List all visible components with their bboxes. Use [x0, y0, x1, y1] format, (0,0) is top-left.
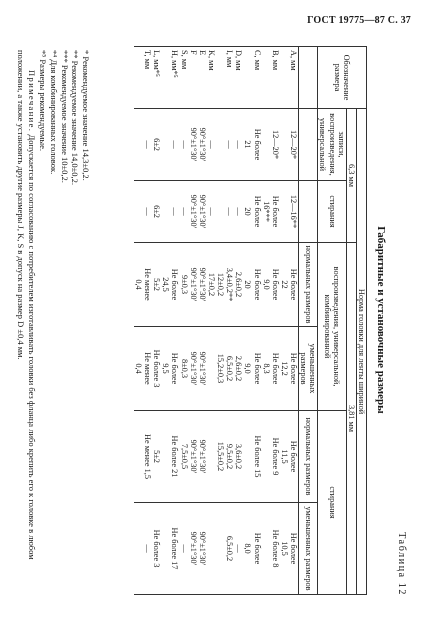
table-cell: 2,6±0,2 — [234, 327, 243, 411]
table-cell: Не более 8,3 — [262, 327, 280, 411]
col-3-81mm: 3,81 мм — [346, 243, 356, 595]
table-row — [262, 47, 280, 595]
row-label: B, мм — [262, 47, 280, 109]
table-cell: — — [216, 109, 234, 181]
table-cell: — — [180, 109, 189, 181]
rotated-table-block — [9, 40, 409, 600]
col-normal: нормальных размеров — [299, 243, 318, 327]
table-cell: — — [234, 181, 243, 243]
table-cell: 5±2 — [152, 411, 161, 503]
table-cell: Не более 10,5 — [280, 503, 299, 595]
row-label: H, мм*⁵ — [161, 47, 179, 109]
table-cell: Не более 3 — [152, 327, 161, 411]
table-cell: Не более 8 — [262, 503, 280, 595]
table-row — [207, 47, 216, 595]
footnote: * Рекомендуемое значение 14,3±0,2. — [81, 50, 91, 181]
table-cell: Не более 21 — [243, 109, 261, 181]
table-cell: — — [134, 503, 152, 595]
col-norms: Норма головки для ленты шириной — [356, 109, 366, 595]
row-label: I, мм — [216, 47, 234, 109]
table-cell: 6±2 — [152, 109, 161, 181]
col-blank-2 — [299, 109, 318, 181]
table-cell: 90°±1°30′ — [198, 243, 207, 327]
col-normal-2: нормальных размеров — [299, 411, 318, 503]
col-reduced: уменьшенных размеров — [299, 327, 318, 411]
note-text: Допускается по согласованию с потребителем изготавливать головки без фланца либо крепить его к головке в любом положении, а также установить другие размеры J, K, S в допуск на размер D ±0,4 мм. — [15, 50, 37, 560]
table-cell: — — [207, 109, 216, 181]
table-cell: — — [234, 503, 243, 595]
dimensions-table — [134, 46, 367, 595]
table-cell: 6,5±0,2 — [216, 503, 234, 595]
row-label: E — [198, 47, 207, 109]
col-erase-381: стирания — [318, 411, 346, 595]
footnote: *⁴ Для комбинированных головок. — [49, 50, 60, 175]
table-cell: — — [216, 181, 234, 243]
table-cell: 8±0,3 — [180, 327, 189, 411]
row-label: S, мм — [180, 47, 189, 109]
table-cell: Не более 9,0 — [243, 327, 261, 411]
table-cell — [207, 327, 216, 411]
table-cell: — — [180, 503, 189, 595]
footnotes — [38, 50, 91, 590]
table-cell: 9±0,3 — [180, 243, 189, 327]
table-cell: 9,5±0,2 15,5±0,2 — [216, 411, 234, 503]
table-cell: Не более 17 — [161, 503, 179, 595]
col-erase-63: стирания — [318, 181, 346, 243]
table-row — [134, 47, 152, 595]
table-cell: Не более 22 — [280, 243, 299, 327]
row-label: D, мм — [234, 47, 243, 109]
table-label: Таблица 12 — [396, 532, 407, 596]
col-rec-group — [318, 243, 346, 411]
table-cell: 5±2 — [152, 243, 161, 327]
table-cell: — — [161, 109, 179, 181]
table-cell — [207, 503, 216, 595]
table-cell: — — [161, 181, 179, 243]
table-cell: Не более 11,5 — [280, 411, 299, 503]
table-cell: Не более 3 — [152, 503, 161, 595]
table-cell: 90°±1°30′ — [198, 109, 207, 181]
rec-group-label: воспроизведения, универсальной, комбинированной — [323, 266, 342, 387]
table-cell: 90°±1°30′ — [189, 411, 198, 503]
table-cell: 90°±1°30′ — [189, 503, 198, 595]
table-cell: — — [234, 109, 243, 181]
table-row — [152, 47, 161, 595]
footnote: *⁵ Размеры рекомендуемые. — [38, 50, 49, 152]
table-cell: Не более 15 — [243, 411, 261, 503]
table-cell: 90°±1°30′ — [198, 503, 207, 595]
row-label: L, мм*⁵ — [152, 47, 161, 109]
table-cell: Не более 9,5 — [161, 327, 179, 411]
table-cell: 90°±1°30′ — [198, 411, 207, 503]
table-cell: 17±0,2 — [207, 243, 216, 327]
table-row — [180, 47, 189, 595]
table-cell: 90°±1°30′ — [189, 109, 198, 181]
table-cell: Не более 12,2 — [280, 327, 299, 411]
table-cell: 3,6±0,2 — [234, 411, 243, 503]
row-label: F — [189, 47, 198, 109]
note-lead: Примечание. — [27, 70, 37, 133]
row-label: A, мм — [280, 47, 299, 109]
table-row — [161, 47, 179, 595]
note-paragraph — [15, 50, 37, 590]
table-cell: Не более 20 — [243, 243, 261, 327]
table-cell: 3,4±0,2** 12±0,2 — [216, 243, 234, 327]
table-cell: Не менее 1,5 — [134, 411, 152, 503]
page-header: ГОСТ 19775—87 С. 37 — [307, 15, 411, 26]
table-row — [198, 47, 207, 595]
table-title: Габаритные и установочные размеры — [375, 226, 387, 414]
col-6-3mm: 6,3 мм — [346, 109, 356, 243]
table-row — [280, 47, 299, 595]
table-cell: 2,6±0,2 — [234, 243, 243, 327]
table-row — [234, 47, 243, 595]
table-cell: 7,5±0,5 — [180, 411, 189, 503]
table-row — [216, 47, 234, 595]
table-cell: 6±2 — [152, 181, 161, 243]
table-cell: Не более 9 — [262, 411, 280, 503]
row-label: C, мм — [243, 47, 261, 109]
table-cell: Не более 21 — [161, 411, 179, 503]
table-cell: Не более 16*** — [262, 181, 280, 243]
footnote: ** Рекомендуемое значение 14,0±0,2. — [70, 50, 81, 186]
col-reduced-2: уменьшенных размеров — [299, 503, 318, 595]
table-cell: Не более 9,0 — [262, 243, 280, 327]
table-cell — [207, 411, 216, 503]
table-cell: Не менее 0,4 — [134, 327, 152, 411]
table-cell: — — [134, 109, 152, 181]
table-cell: 12—16** — [280, 181, 299, 243]
table-cell: 90°±1°30′ — [198, 327, 207, 411]
table-cell: Не более 8,0 — [243, 503, 261, 595]
table-row — [243, 47, 261, 595]
row-label: T, мм — [134, 47, 152, 109]
table-cell: 12—20* — [280, 109, 299, 181]
table-cell: 12—20* — [262, 109, 280, 181]
col-blank-3 — [299, 181, 318, 243]
col-designation: Обозначение размера — [318, 47, 367, 109]
table-cell: 90°±1°30′ — [189, 181, 198, 243]
table-cell: 6,5±0,2 15,2±0,3 — [216, 327, 234, 411]
table-cell: Не более 20 — [243, 181, 261, 243]
table-cell: Не более 24,5 — [161, 243, 179, 327]
table-cell: — — [207, 181, 216, 243]
row-label: K, мм — [207, 47, 216, 109]
table-cell: 90°±1°30′ — [189, 243, 198, 327]
table-cell: — — [180, 181, 189, 243]
footnote: *** Рекомендуемое значение 10±0,2. — [59, 50, 70, 183]
table-cell: Не менее 0,4 — [134, 243, 152, 327]
col-blank-1 — [299, 47, 318, 109]
table-cell: 90°±1°30′ — [198, 181, 207, 243]
table-row — [189, 47, 198, 595]
table-cell: — — [134, 181, 152, 243]
table-cell: 90°±1°30′ — [189, 327, 198, 411]
col-rec-play: записи, воспроизведения, универсальной — [318, 109, 346, 181]
